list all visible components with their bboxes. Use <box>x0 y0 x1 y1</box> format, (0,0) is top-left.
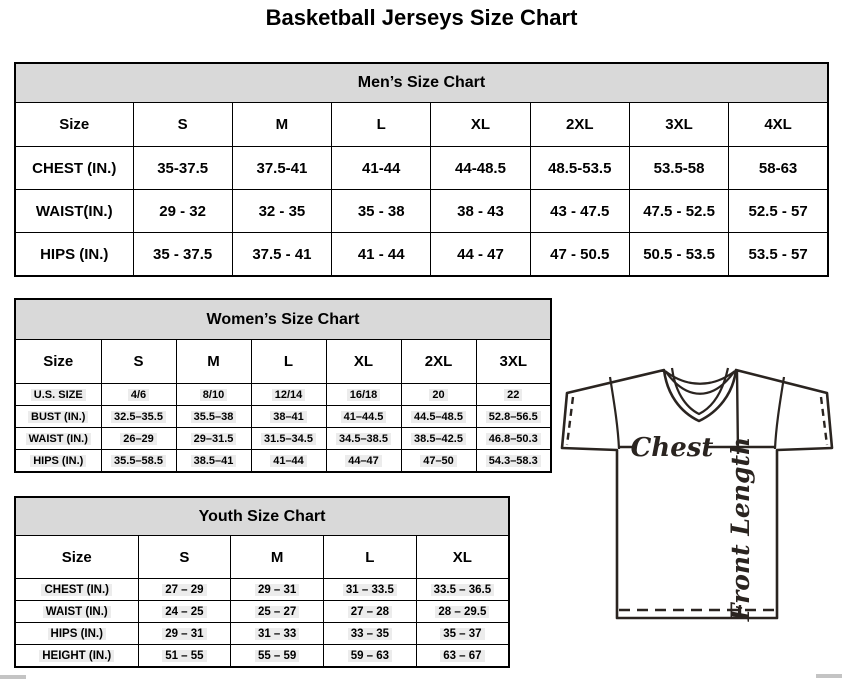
horizontal-scrollbar-fragment-right[interactable] <box>816 674 842 678</box>
row-label: WAIST (IN.) <box>15 428 101 450</box>
size-value-cell: 31 – 33.5 <box>324 579 417 601</box>
table-row <box>15 233 828 277</box>
column-header: M <box>232 103 331 147</box>
size-value-cell: 34.5–38.5 <box>326 428 401 450</box>
size-value-cell: 43 - 47.5 <box>530 190 629 233</box>
size-value-cell: 32.5–35.5 <box>101 406 176 428</box>
size-value-cell: 31.5–34.5 <box>251 428 326 450</box>
size-value-cell: 26–29 <box>101 428 176 450</box>
mens-size-table <box>14 62 829 277</box>
column-header: XL <box>326 340 401 384</box>
size-value-cell: 25 – 27 <box>231 601 324 623</box>
size-value-cell: 48.5-53.5 <box>530 147 629 190</box>
size-value-cell: 47–50 <box>401 450 476 473</box>
size-value-cell: 44-48.5 <box>431 147 530 190</box>
size-value-cell: 28 – 29.5 <box>416 601 509 623</box>
size-value-cell: 44.5–48.5 <box>401 406 476 428</box>
size-value-cell: 47.5 - 52.5 <box>629 190 728 233</box>
size-value-cell: 24 – 25 <box>138 601 231 623</box>
size-value-cell: 35-37.5 <box>133 147 232 190</box>
size-value-cell: 41-44 <box>332 147 431 190</box>
size-value-cell: 22 <box>476 384 551 406</box>
table-caption: Men’s Size Chart <box>15 63 828 103</box>
table-row <box>15 623 509 645</box>
column-header: S <box>133 103 232 147</box>
column-header: M <box>231 536 324 579</box>
size-value-cell: 53.5 - 57 <box>729 233 828 277</box>
column-header: L <box>251 340 326 384</box>
column-header: 2XL <box>401 340 476 384</box>
womens-size-table <box>14 298 552 473</box>
column-header: Size <box>15 536 138 579</box>
size-value-cell: 37.5 - 41 <box>232 233 331 277</box>
table-row <box>15 190 828 233</box>
chest-label: Chest <box>630 433 714 463</box>
size-value-cell: 46.8–50.3 <box>476 428 551 450</box>
table-row <box>15 384 551 406</box>
youth-size-table <box>14 496 510 668</box>
table-row <box>15 579 509 601</box>
size-value-cell: 29 – 31 <box>138 623 231 645</box>
size-value-cell: 35 - 37.5 <box>133 233 232 277</box>
column-header: 2XL <box>530 103 629 147</box>
column-header: L <box>332 103 431 147</box>
size-value-cell: 35 - 38 <box>332 190 431 233</box>
size-value-cell: 55 – 59 <box>231 645 324 668</box>
table-row <box>15 450 551 473</box>
size-value-cell: 41–44.5 <box>326 406 401 428</box>
size-value-cell: 29 - 32 <box>133 190 232 233</box>
size-value-cell: 20 <box>401 384 476 406</box>
size-value-cell: 16/18 <box>326 384 401 406</box>
row-label: HIPS (IN.) <box>15 450 101 473</box>
jersey-measurement-diagram <box>556 360 838 622</box>
table-caption: Women’s Size Chart <box>15 299 551 340</box>
size-value-cell: 41 - 44 <box>332 233 431 277</box>
row-label: HIPS (IN.) <box>15 233 133 277</box>
row-label: CHEST (IN.) <box>15 147 133 190</box>
row-label: WAIST (IN.) <box>15 601 138 623</box>
table-row <box>15 645 509 668</box>
size-value-cell: 38–41 <box>251 406 326 428</box>
size-value-cell: 33.5 – 36.5 <box>416 579 509 601</box>
size-value-cell: 58-63 <box>729 147 828 190</box>
table-row <box>15 406 551 428</box>
horizontal-scrollbar-fragment-left[interactable] <box>0 675 26 679</box>
row-label: CHEST (IN.) <box>15 579 138 601</box>
size-value-cell: 31 – 33 <box>231 623 324 645</box>
column-header: XL <box>416 536 509 579</box>
column-header: 3XL <box>476 340 551 384</box>
size-value-cell: 37.5-41 <box>232 147 331 190</box>
size-value-cell: 35.5–38 <box>176 406 251 428</box>
page-title: Basketball Jerseys Size Chart <box>265 5 578 30</box>
size-value-cell: 35.5–58.5 <box>101 450 176 473</box>
table-row <box>15 147 828 190</box>
column-header: Size <box>15 340 101 384</box>
table-row <box>15 428 551 450</box>
column-header: S <box>138 536 231 579</box>
size-value-cell: 27 – 28 <box>324 601 417 623</box>
size-value-cell: 54.3–58.3 <box>476 450 551 473</box>
row-label: WAIST(IN.) <box>15 190 133 233</box>
size-value-cell: 44 - 47 <box>431 233 530 277</box>
size-value-cell: 53.5-58 <box>629 147 728 190</box>
size-value-cell: 47 - 50.5 <box>530 233 629 277</box>
table-caption: Youth Size Chart <box>15 497 509 536</box>
size-value-cell: 35 – 37 <box>416 623 509 645</box>
size-value-cell: 8/10 <box>176 384 251 406</box>
column-header: 3XL <box>629 103 728 147</box>
size-value-cell: 44–47 <box>326 450 401 473</box>
size-value-cell: 52.8–56.5 <box>476 406 551 428</box>
column-header: L <box>324 536 417 579</box>
front-length-label: Front Length <box>726 436 755 622</box>
size-value-cell: 50.5 - 53.5 <box>629 233 728 277</box>
row-label: HEIGHT (IN.) <box>15 645 138 668</box>
size-value-cell: 38.5–41 <box>176 450 251 473</box>
size-value-cell: 52.5 - 57 <box>729 190 828 233</box>
row-label: BUST (IN.) <box>15 406 101 428</box>
size-value-cell: 29–31.5 <box>176 428 251 450</box>
table-row <box>15 601 509 623</box>
size-value-cell: 29 – 31 <box>231 579 324 601</box>
row-label: HIPS (IN.) <box>15 623 138 645</box>
size-value-cell: 59 – 63 <box>324 645 417 668</box>
column-header: XL <box>431 103 530 147</box>
size-value-cell: 41–44 <box>251 450 326 473</box>
size-value-cell: 51 – 55 <box>138 645 231 668</box>
size-value-cell: 38 - 43 <box>431 190 530 233</box>
size-value-cell: 63 – 67 <box>416 645 509 668</box>
size-value-cell: 12/14 <box>251 384 326 406</box>
row-label: U.S. SIZE <box>15 384 101 406</box>
column-header: 4XL <box>729 103 828 147</box>
size-value-cell: 4/6 <box>101 384 176 406</box>
size-value-cell: 33 – 35 <box>324 623 417 645</box>
size-value-cell: 27 – 29 <box>138 579 231 601</box>
size-value-cell: 38.5–42.5 <box>401 428 476 450</box>
column-header: Size <box>15 103 133 147</box>
column-header: S <box>101 340 176 384</box>
column-header: M <box>176 340 251 384</box>
size-value-cell: 32 - 35 <box>232 190 331 233</box>
jersey-outline <box>562 370 832 618</box>
